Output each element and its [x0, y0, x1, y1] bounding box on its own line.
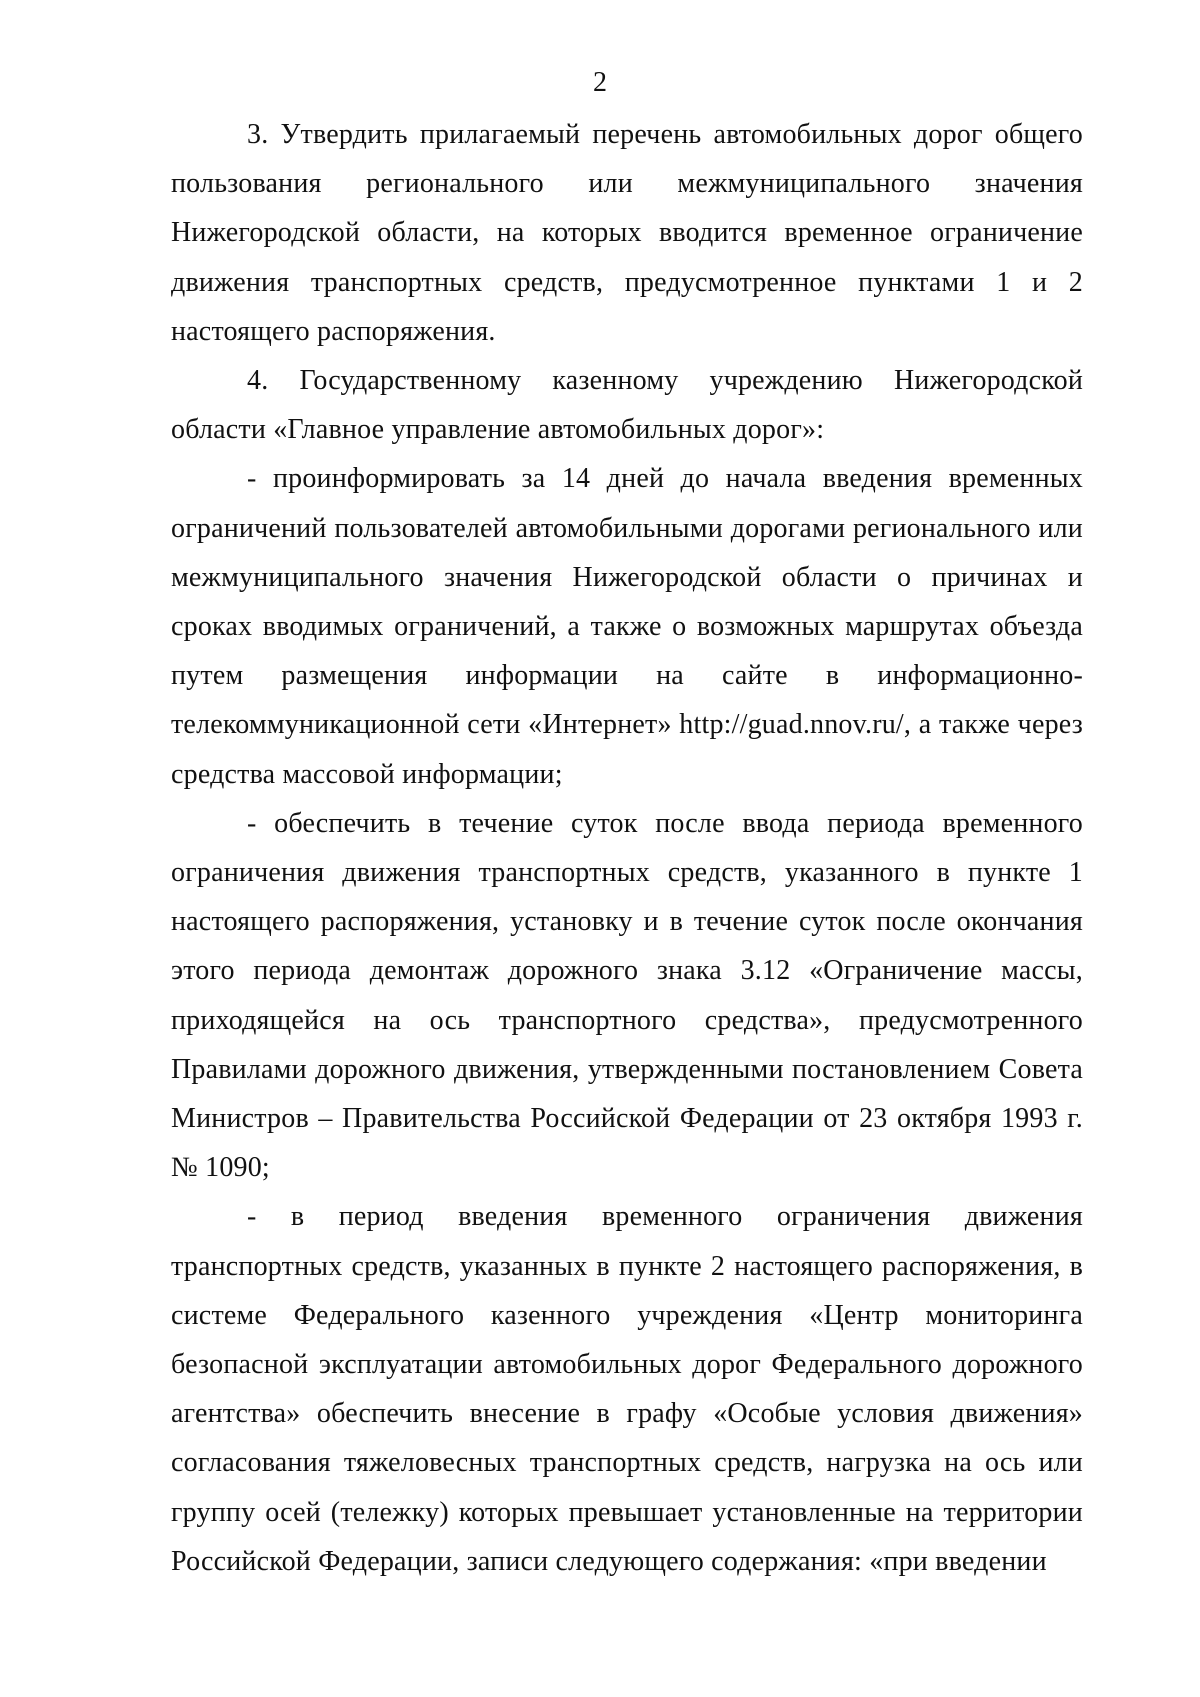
paragraph-item-3: 3. Утвердить прилагаемый перечень автомобильных дорог общего пользования регионального или межмуниципального значения Нижегородской области, на которых вводится временное ограничение движения транспортных средств, предусмотренное пунктами 1 и 2 настоящего распоряжения.	[171, 119, 1083, 347]
document-body	[171, 110, 1083, 1586]
paragraph-bullet-monitoring: - в период введения временного ограничения движения транспортных средств, указанных в пункте 2 настоящего распоряжения, в системе Федерального казенного учреждения «Центр мониторинга безопасной эксплуатации автомобильных дорог Федерального дорожного агентства» обеспечить внесение в графу «Особые условия движения» согласования тяжеловесных транспортных средств, нагрузка на ось или группу осей (тележку) которых превышает установленные на территории Российской Федерации, записи следующего содержания: «при введении	[171, 1201, 1083, 1577]
paragraph-bullet-inform: - проинформировать за 14 дней до начала введения временных ограничений пользователей автомобильными дорогами регионального или межмуниципального значения Нижегородской области о причинах и сроках вводимых ограничений, а также о возможных маршрутах объезда путем размещения информации на сайте в информационно-телекоммуникационной сети «Интернет» http://guad.nnov.ru/, а также через средства массовой информации;	[171, 463, 1083, 790]
paragraph-bullet-sign: - обеспечить в течение суток после ввода периода временного ограничения движения транспортных средств, указанного в пункте 1 настоящего распоряжения, установку и в течение суток после окончания этого периода демонтаж дорожного знака 3.12 «Ограничение массы, приходящейся на ось транспортного средства», предусмотренного Правилами дорожного движения, утвержденными постановлением Совета Министров – Правительства Российской Федерации от 23 октября 1993 г. № 1090;	[171, 807, 1083, 1184]
paragraph-item-4: 4. Государственному казенному учреждению Нижегородской области «Главное управление автомобильных дорог»:	[171, 365, 1083, 446]
page-number: 2	[593, 67, 607, 98]
